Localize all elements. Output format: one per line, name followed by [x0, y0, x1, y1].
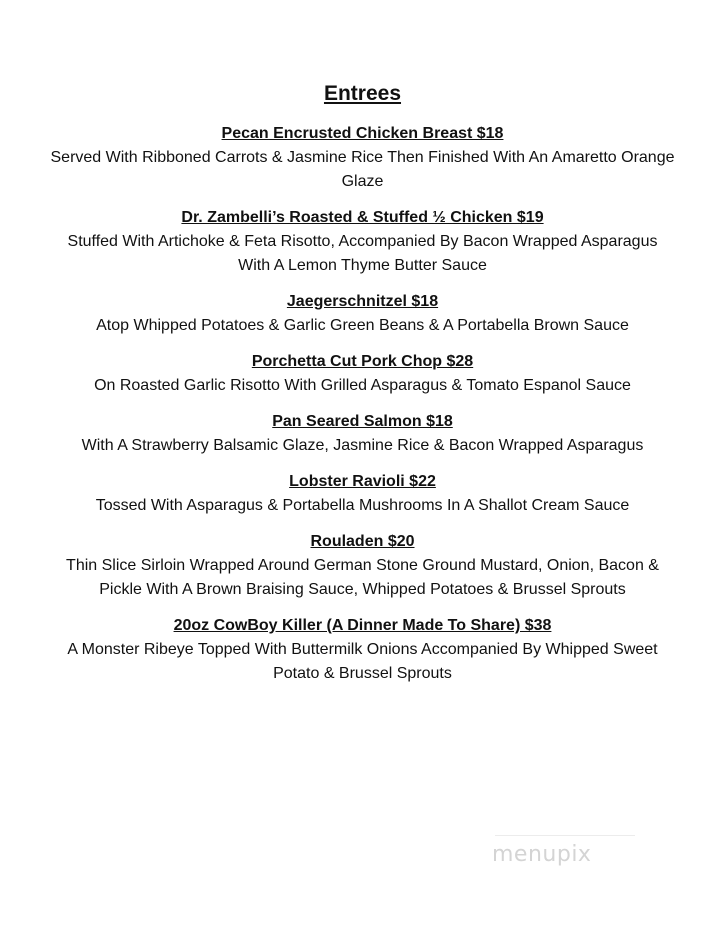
menu-item-description: Thin Slice Sirloin Wrapped Around German Stone Ground Mustard, Onion, Bacon & Pickle With A Brown Braising Sauce, Whipped Potatoes & Brussel Sprouts	[66, 557, 659, 598]
menu-item-name: Rouladen $20	[310, 533, 415, 550]
menu-item-description: A Monster Ribeye Topped With Buttermilk Onions Accompanied By Whipped Sweet Potato & Brussel Sprouts	[67, 641, 658, 682]
menu-item-description: With A Strawberry Balsamic Glaze, Jasmine Rice & Bacon Wrapped Asparagus	[81, 437, 644, 454]
menu-item-description: Tossed With Asparagus & Portabella Mushrooms In A Shallot Cream Sauce	[95, 497, 630, 514]
menu-item	[40, 614, 685, 686]
menu-item	[40, 470, 685, 518]
menu-items-list	[40, 122, 685, 698]
menu-item	[40, 206, 685, 278]
menu-item-description: Atop Whipped Potatoes & Garlic Green Beans & A Portabella Brown Sauce	[96, 317, 629, 334]
menu-item-name: Pan Seared Salmon $18	[272, 413, 453, 430]
watermark-logo: menupix	[492, 842, 592, 867]
watermark-divider	[495, 835, 635, 836]
menu-item-name: Jaegerschnitzel $18	[286, 293, 439, 310]
menu-item-name: Dr. Zambelli’s Roasted & Stuffed ½ Chicken $19	[181, 209, 544, 226]
menu-item	[40, 290, 685, 338]
menu-item-name: Porchetta Cut Pork Chop $28	[251, 353, 474, 370]
menu-item-name: Pecan Encrusted Chicken Breast $18	[221, 125, 504, 142]
menu-item-description: Served With Ribboned Carrots & Jasmine Rice Then Finished With An Amaretto Orange Glaze	[50, 149, 675, 190]
menu-item	[40, 410, 685, 458]
page-title: Entrees	[323, 82, 402, 105]
menu-item-description: On Roasted Garlic Risotto With Grilled Asparagus & Tomato Espanol Sauce	[94, 377, 631, 394]
menu-item-name: Lobster Ravioli $22	[289, 473, 436, 490]
menu-item	[40, 350, 685, 398]
menu-item	[40, 530, 685, 602]
menu-item	[40, 122, 685, 194]
menu-item-name: 20oz CowBoy Killer (A Dinner Made To Share) $38	[173, 617, 552, 634]
menu-item-description: Stuffed With Artichoke & Feta Risotto, Accompanied By Bacon Wrapped Asparagus With A Lemon Thyme Butter Sauce	[67, 233, 658, 274]
